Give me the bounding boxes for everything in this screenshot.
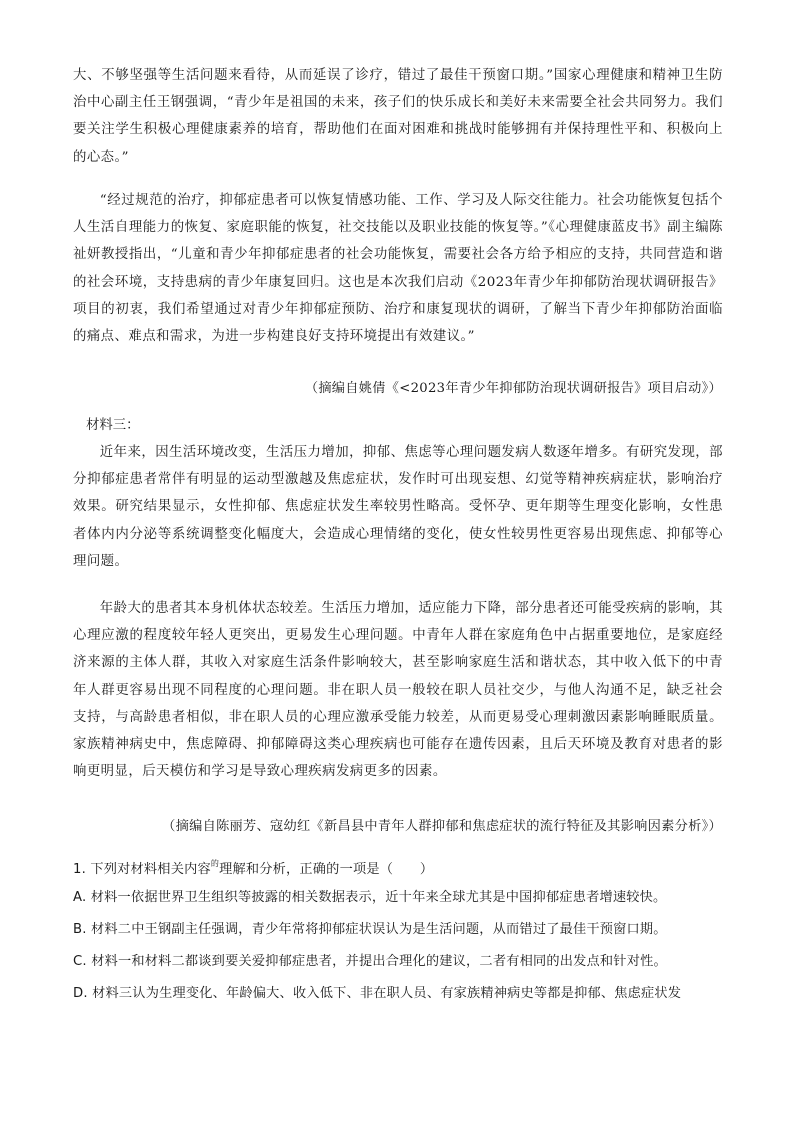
material3-paragraph-1: 近年来，因生活环境改变，生活压力增加，抑郁、焦虑等心理问题发病人数逐年增多。有研究发现，部分抑郁症患者常伴有明显的运动型激越及焦虑症状，发作时可出现妄想、幻觉等精神疾病症状，影响治疗效果。研究结果显示，女性抑郁、焦虑症状发生率较男性略高。受怀孕、更年期等生理变化影响，女性患者体内内分泌等系统调整变化幅度大，会造成心理情绪的变化，使女性较男性更容易出现焦虑、抑郁等心理问题。	[73, 445, 723, 569]
option-a: A. 材料一依据世界卫生组织等披露的相关数据表示，近十年来全球尤其是中国抑郁症患者增速较快。	[73, 890, 667, 905]
material3-heading: 材料三：	[86, 418, 140, 433]
material3-paragraph-2: 年龄大的患者其本身机体状态较差。生活压力增加，适应能力下降，部分患者还可能受疾病的影响，其心理应激的程度较年轻人更突出，更易发生心理问题。中青年人群在家庭角色中占据重要地位，是家庭经济来源的主体人群，其收入对家庭生活条件影响较大，甚至影响家庭生活和谐状态，其中收入低下的中青年人群更容易出现不同程度的心理问题。非在职人员一般较在职人员社交少，与他人沟通不足，缺乏社会支持，与高龄患者相似，非在职人员的心理应激承受能力较差，从而更易受心理刺激因素影响睡眠质量。家族精神病史中，焦虑障碍、抑郁障碍这类心理疾病也可能存在遗传因素，且后天环境及教育对患者的影响更明显，后天模仿和学习是导致心理疾病发病更多的因素。	[73, 601, 723, 780]
option-c: C. 材料一和材料二都谈到要关爱抑郁症患者，并提出合理化的建议，二者有相同的出发点和针对性。	[73, 954, 667, 969]
question-stem	[73, 850, 723, 884]
question-stem-superscript: 的	[210, 859, 220, 868]
material3-source: （摘编自陈丽芳、寇幼红《新昌县中青年人群抑郁和焦虑症状的流行特征及其影响因素分析》）	[162, 819, 722, 834]
option-b: B. 材料二中王钢副主任强调，青少年常将抑郁症状误认为是生活问题，从而错过了最佳干预窗口期。	[73, 922, 667, 937]
option-d: D. 材料三认为生理变化、年龄偏大、收入低下、非在职人员、有家族精神病史等都是抑郁、焦虑症状发	[73, 986, 682, 1001]
question-stem-part-2: 理解和分析，正确的一项是（ ）	[219, 862, 434, 877]
material2-source: （摘编自姚倩《<2023年青少年抑郁防治现状调研报告》项目启动》）	[304, 381, 722, 396]
material2-paragraph-1: 大、不够坚强等生活问题来看待，从而延误了诊疗，错过了最佳干预窗口期。”国家心理健康和精神卫生防治中心副主任王钢强调，“青少年是祖国的未来，孩子们的快乐成长和美好未来需要全社会共同努力。我们要关注学生积极心理健康素养的培育，帮助他们在面对困难和挑战时能够拥有并保持理性平和、积极向上的心态。”	[73, 68, 723, 165]
material2-paragraph-2: “经过规范的治疗，抑郁症患者可以恢复情感功能、工作、学习及人际交往能力。社会功能恢复包括个人生活自理能力的恢复、家庭职能的恢复，社交技能以及职业技能的恢复等。”《心理健康蓝皮书》副主编陈祉妍教授指出，“儿童和青少年抑郁症患者的社会功能恢复，需要社会各方给予相应的支持，共同营造和谐的社会环境，支持患病的青少年康复回归。这也是本次我们启动《2023年青少年抑郁防治现状调研报告》项目的初衷，我们希望通过对青少年抑郁症预防、治疗和康复现状的调研，了解当下青少年抑郁防治面临的痛点、难点和需求，为进一步构建良好支持环境提出有效建议。”	[73, 193, 723, 345]
question-stem-part-1: 1. 下列对材料相关内容	[73, 862, 211, 877]
